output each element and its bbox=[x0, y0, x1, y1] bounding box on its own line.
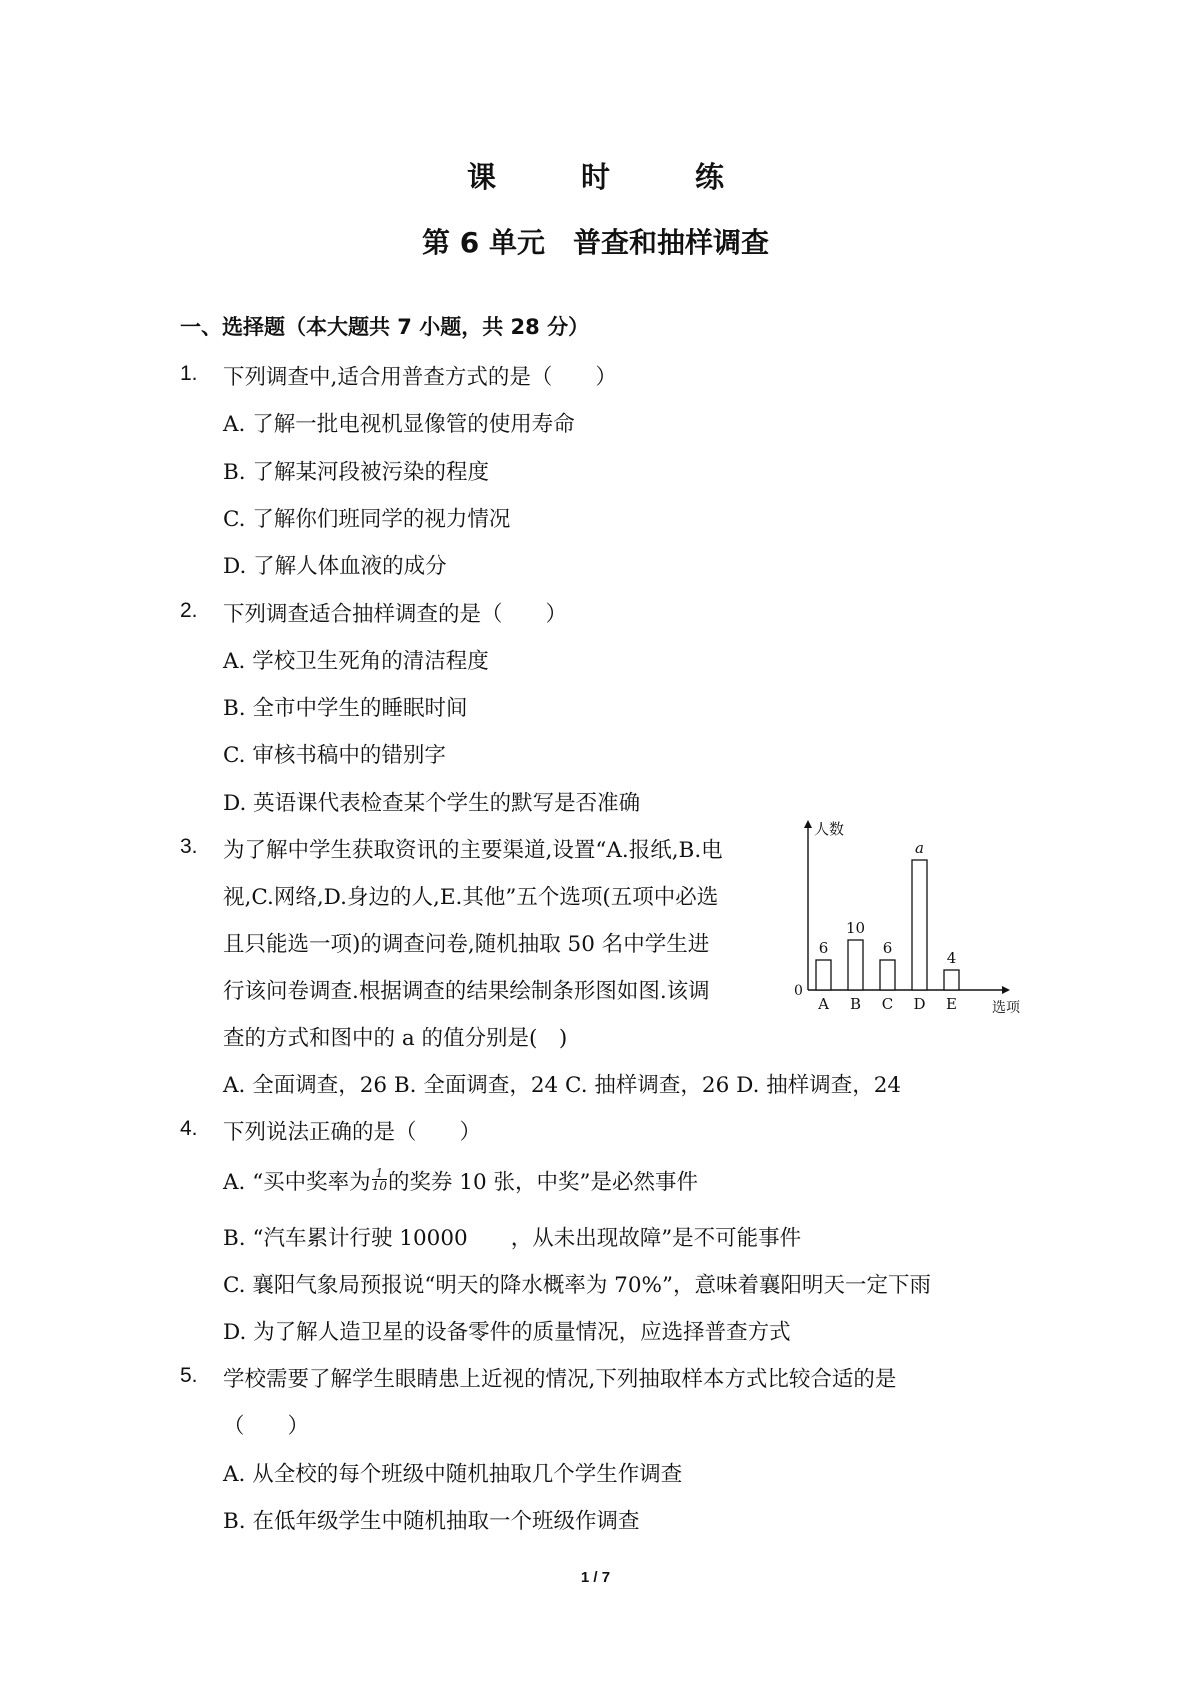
tick-label-a: A bbox=[818, 995, 829, 1013]
data-label-a: 6 bbox=[818, 939, 829, 957]
option-a-text-end: 的奖券 10 张，中奖”是必然事件 bbox=[387, 1170, 698, 1195]
question-stem-line: 且只能选一项)的调查问卷,随机抽取 50 名中学生进 bbox=[223, 932, 710, 957]
option-a: A. 学校卫生死角的清洁程度 bbox=[223, 649, 489, 674]
option-b: B. 全市中学生的睡眠时间 bbox=[223, 696, 468, 721]
question-number: 4. bbox=[180, 1117, 198, 1140]
bar-e bbox=[944, 970, 959, 990]
page-number: 1 / 7 bbox=[580, 1569, 611, 1586]
data-label-b: 10 bbox=[845, 919, 866, 937]
data-label-c: 6 bbox=[882, 939, 893, 957]
question-stem: 下列调查适合抽样调查的是（ ） bbox=[223, 602, 568, 627]
question-stem-line: 查的方式和图中的 a 的值分别是( ) bbox=[223, 1026, 568, 1051]
question-number: 2. bbox=[180, 599, 198, 622]
tick-label-b: B bbox=[849, 995, 862, 1013]
option-b: B. 了解某河段被污染的程度 bbox=[223, 460, 489, 485]
option-b: B. “汽车累计行驶 10000 ，从未出现故障”是不可能事件 bbox=[223, 1226, 802, 1251]
bar-d bbox=[912, 860, 927, 990]
question-stem: 学校需要了解学生眼睛患上近视的情况,下列抽取样本方式比较合适的是 bbox=[223, 1367, 897, 1392]
question-number: 1. bbox=[180, 362, 198, 385]
fraction-numerator: 1 bbox=[372, 1167, 387, 1180]
fraction-denominator: 10 bbox=[371, 1178, 387, 1193]
options-row: A. 全面调查，26 B. 全面调查，24 C. 抽样调查，26 D. 抽样调查，24 bbox=[223, 1073, 902, 1098]
bar-b bbox=[848, 940, 863, 990]
option-d: D. 为了解人造卫星的设备零件的质量情况，应选择普查方式 bbox=[223, 1320, 791, 1345]
option-d: D. 了解人体血液的成分 bbox=[223, 554, 447, 579]
worksheet-title: 课 时 练 bbox=[466, 160, 752, 194]
tick-label-c: C bbox=[881, 995, 894, 1013]
question-stem-line: 视,C.网络,D.身边的人,E.其他”五个选项(五项中必选 bbox=[223, 885, 719, 910]
option-d: D. 英语课代表检查某个学生的默写是否准确 bbox=[223, 791, 641, 816]
bar-c bbox=[880, 960, 895, 990]
question-stem-line: 为了解中学生获取资讯的主要渠道,设置“A.报纸,B.电 bbox=[223, 838, 723, 863]
question-stem-line: 行该问卷调查.根据调查的结果绘制条形图如图.该调 bbox=[223, 979, 710, 1004]
question-stem: 下列调查中,适合用普查方式的是（ ） bbox=[223, 365, 617, 390]
option-c: C. 了解你们班同学的视力情况 bbox=[223, 507, 511, 532]
option-c: C. 襄阳气象局预报说“明天的降水概率为 70%”，意味着襄阳明天一定下雨 bbox=[223, 1273, 931, 1298]
option-a: A. 了解一批电视机显像管的使用寿命 bbox=[223, 412, 575, 437]
question-stem-line: （ ） bbox=[223, 1414, 310, 1439]
tick-label-e: E bbox=[946, 995, 957, 1013]
option-b: B. 在低年级学生中随机抽取一个班级作调查 bbox=[223, 1509, 640, 1534]
x-axis-arrow bbox=[1002, 986, 1010, 994]
data-label-d: a bbox=[915, 839, 924, 857]
y-axis-label: 人数 bbox=[814, 820, 845, 838]
y-axis-arrow bbox=[804, 820, 812, 828]
option-a bbox=[223, 1165, 698, 1196]
x-axis-label: 选项 bbox=[992, 1000, 1020, 1016]
origin-label: 0 bbox=[794, 983, 803, 999]
fraction bbox=[372, 1167, 387, 1192]
bar-a bbox=[816, 960, 831, 990]
data-label-e: 4 bbox=[946, 949, 957, 967]
section-heading: 一、选择题（本大题共 7 小题，共 28 分） bbox=[180, 315, 590, 339]
option-a-text-start: A. “买中奖率为 bbox=[223, 1170, 371, 1195]
question-stem: 下列说法正确的是（ ） bbox=[223, 1120, 482, 1145]
unit-subtitle: 第 6 单元 普查和抽样调查 bbox=[422, 226, 769, 259]
question-number: 3. bbox=[180, 835, 198, 858]
tick-label-d: D bbox=[913, 995, 926, 1013]
option-c: C. 审核书稿中的错别字 bbox=[223, 743, 446, 768]
question-number: 5. bbox=[180, 1364, 198, 1387]
bar-chart bbox=[780, 818, 1025, 1023]
option-a: A. 从全校的每个班级中随机抽取几个学生作调查 bbox=[223, 1462, 683, 1487]
